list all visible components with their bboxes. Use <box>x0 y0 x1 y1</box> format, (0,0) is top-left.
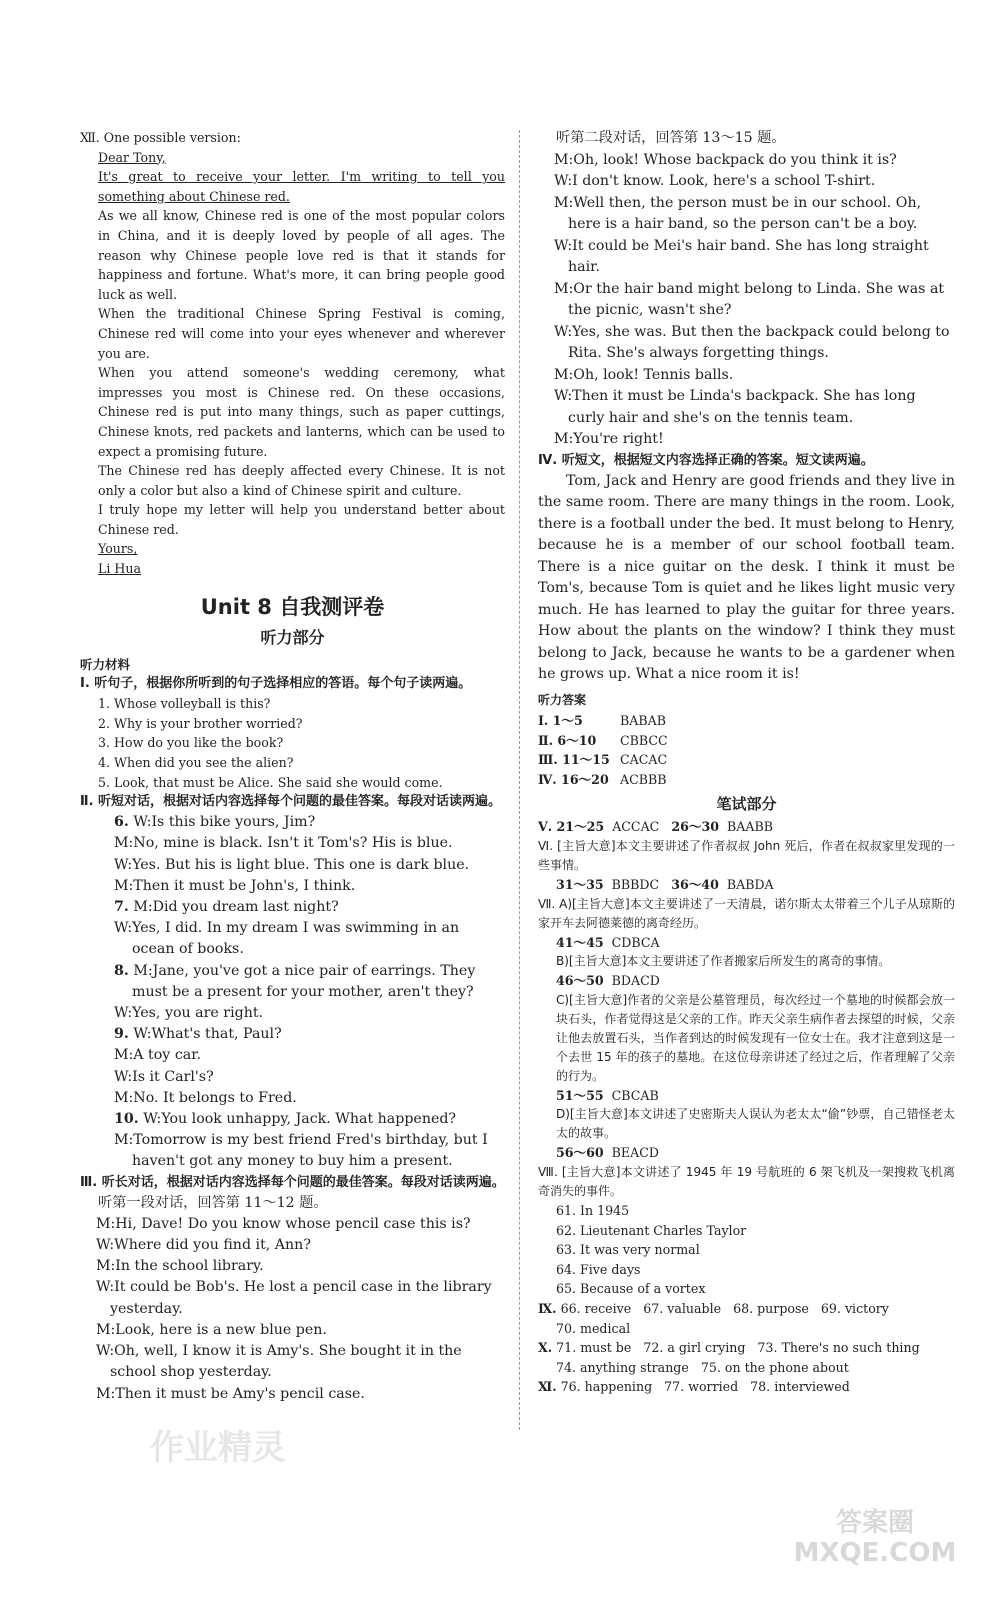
dialog-number: 6. <box>114 814 129 831</box>
watermark-right: 答案圈 MXQE.COM <box>793 1508 957 1568</box>
answer-item: 61. In 1945 <box>556 1202 630 1218</box>
answer-value: CACAC <box>620 752 668 768</box>
dialog-line: W:Oh, well, I know it is Amy's. She bought it in the school shop yesterday. <box>96 1343 462 1381</box>
dialog-8 <box>80 961 505 1025</box>
answer-key: Ⅰ. 1～5 <box>538 713 583 728</box>
dialog-line: M:Oh, look! Whose backpack do you think it is? <box>554 151 897 168</box>
dialog-line: W:Is this bike yours, Jim? <box>133 814 316 831</box>
opening-line: It's great to receive your letter. I'm writing to tell you something about Chinese red. <box>98 169 505 204</box>
answer-item: 76. happening <box>560 1379 653 1395</box>
dialog-line: W:It could be Bob's. He lost a pencil case in the library yesterday. <box>96 1279 492 1317</box>
answer-item: 66. receive <box>560 1300 632 1316</box>
sentence-item: 3. How do you like the book? <box>98 735 284 751</box>
written-title: 笔试部分 <box>716 795 777 814</box>
summary-vii-a: Ⅶ. A)[主旨大意]本文主要讲述了一天清晨，诺尔斯太太带着三个儿子从琼斯的家开车去阿德莱德的离奇经历。 <box>538 896 955 930</box>
answer-key: Ⅱ. 6～10 <box>538 732 597 748</box>
dialog-line: W:Is it Carl's? <box>114 1068 214 1085</box>
dialog-9 <box>80 1024 505 1109</box>
answer-item: 65. Because of a vortex <box>556 1281 706 1297</box>
sentence-list <box>80 694 505 792</box>
dialog-heading: 听第一段对话，回答第 11～12 题。 <box>98 1194 328 1211</box>
short-dialogs <box>80 812 505 1172</box>
sentence-item: 4. When did you see the alien? <box>98 755 294 771</box>
answer-value: BBBDC <box>611 876 660 892</box>
summary-vii-b: B)[主旨大意]本文主要讲述了作者搬家后所发生的离奇的事情。 <box>556 954 891 969</box>
answer-item: 78. interviewed <box>750 1379 850 1395</box>
essay-paragraph: As we all know, Chinese red is one of the most popular colors in China, and it is deeply loved by people of all ages. The reason why Chinese people love red is that it stands for happiness and fortune. What's more, it can bring people good luck as well. <box>98 208 505 302</box>
answer-item: 67. valuable <box>643 1300 722 1316</box>
dialog-line: W:Where did you find it, Ann? <box>96 1237 311 1254</box>
dialog-line: M:No. It belongs to Fred. <box>114 1089 297 1106</box>
answer-item: 62. Lieutenant Charles Taylor <box>556 1222 747 1238</box>
watermark-left: 作业精灵 <box>150 1428 286 1468</box>
dialog-line: M:Or the hair band might belong to Linda. She was at the picnic, wasn't she? <box>554 280 945 318</box>
dialog-line: M:Jane, you've got a nice pair of earrings. They must be a present for your mother, aren't they? <box>132 962 476 1000</box>
answer-item: 69. victory <box>820 1300 889 1316</box>
answer-item: 63. It was very normal <box>556 1242 700 1258</box>
answer-value: ACBBB <box>620 771 667 787</box>
listening-passage: Tom, Jack and Henry are good friends and they live in the same room. There are many things in the room. Look, there is a football under the bed. It must belong to Henry, because he is a member of our school football team. There is a nice guitar on the desk. I think it must be Tom's, because Tom is quiet and he likes light music very much. He has learned to play the guitar for three years. How about the plants on the window? I think they must belong to Jack, because he wants to be a gardener when he grows up. What a nice room it is! <box>538 472 956 682</box>
answer-item: 68. purpose <box>733 1300 809 1316</box>
answer-item: 75. on the phone about <box>700 1359 849 1375</box>
answer-key: Ⅲ. 11～15 <box>538 752 610 768</box>
summary-vii-d: D)[主旨大意]本文讲述了史密斯夫人误认为老太太“偷”钞票，自己错怪老太太的故事。 <box>556 1107 955 1141</box>
section-mark: Ⅸ. <box>538 1300 557 1316</box>
dialog-line: W:Yes, she was. But then the backpack could belong to Rita. She's always forgetting things. <box>554 323 950 361</box>
answer-value: BDACD <box>611 973 660 989</box>
signature: Li Hua <box>98 561 141 577</box>
answer-item: 77. worried <box>664 1379 739 1395</box>
unit-title: Unit 8 自我测评卷 <box>200 594 385 619</box>
viii-answers <box>538 1201 955 1299</box>
dialog-line: W:Then it must be Linda's backpack. She has long curly hair and she's on the tennis team. <box>554 388 916 426</box>
column-divider <box>519 130 520 1430</box>
dialog-10 <box>80 1109 505 1173</box>
answer-value: ACCAC <box>612 819 660 835</box>
dialog-line: M:Oh, look! Tennis balls. <box>554 366 734 383</box>
essay-heading: Ⅻ. One possible version: <box>80 130 241 145</box>
essay-paragraph: When the traditional Chinese Spring Festival is coming, Chinese red will come into your eyes whenever and wherever you are. <box>98 306 505 361</box>
answer-key: 46～50 <box>556 973 604 989</box>
answer-item: 70. medical <box>556 1320 631 1336</box>
dialog-line: M:Look, here is a new blue pen. <box>96 1321 327 1338</box>
right-column <box>538 128 955 1397</box>
dialog-line: M:No, mine is black. Isn't it Tom's? His is blue. <box>114 835 453 852</box>
dialog-line: M:Did you dream last night? <box>133 899 339 916</box>
answer-key: 26～30 <box>671 819 719 835</box>
dialog-7 <box>80 897 505 961</box>
dialog-line: W:I don't know. Look, here's a school T-shirt. <box>554 173 876 189</box>
summary-viii: Ⅷ. [主旨大意]本文讲述了 1945 年 19 号航班的 6 架飞机及一架搜救飞机离奇消失的事件。 <box>538 1164 955 1198</box>
section-1-heading: Ⅰ. 听句子，根据你所听到的句子选择相应的答语。每个句子读两遍。 <box>80 676 472 692</box>
salutation: Dear Tony, <box>98 149 166 165</box>
answer-item: 72. a girl crying <box>643 1340 746 1356</box>
dialog-line: M:You're right! <box>554 431 664 447</box>
sentence-item: 5. Look, that must be Alice. She said she would come. <box>98 774 443 790</box>
essay-paragraph: I truly hope my letter will help you understand better about Chinese red. <box>98 502 505 537</box>
dialog-number: 8. <box>114 962 129 979</box>
dialog-number: 10. <box>114 1111 139 1128</box>
dialog-heading: 听第二段对话，回答第 13～15 题。 <box>556 130 786 146</box>
answer-item: 73. There's no such thing <box>757 1340 920 1356</box>
left-column <box>80 128 505 1405</box>
listening-title: 听力部分 <box>260 627 325 647</box>
answer-key: Ⅳ. 16～20 <box>538 771 609 787</box>
section-mark: Ⅺ. <box>538 1379 557 1395</box>
dialog-number: 9. <box>114 1026 129 1043</box>
dialog-line: M:Tomorrow is my best friend Fred's birthday, but I haven't got any money to buy him a present. <box>114 1132 488 1170</box>
essay-paragraph: When you attend someone's wedding ceremony, what impresses you most is Chinese red. On these occasions, Chinese red is put into many things, such as paper cuttings, Chinese knots, red packets and lanterns, which can be used to expect a promising future. <box>98 365 505 459</box>
answer-item: 71. must be <box>556 1340 632 1356</box>
answer-key: 41～45 <box>556 934 604 950</box>
answer-value: CBBCC <box>620 732 668 748</box>
dialog-line: M:In the school library. <box>96 1258 264 1275</box>
materials-label: 听力材料 <box>80 656 131 672</box>
sentence-item: 1. Whose volleyball is this? <box>98 696 271 712</box>
dialog-6 <box>80 812 505 897</box>
long-dialog-2 <box>538 128 955 451</box>
long-dialog-1 <box>80 1193 505 1405</box>
answer-value: BEACD <box>611 1145 659 1161</box>
answer-item: 74. anything strange <box>556 1359 689 1375</box>
dialog-line: W:What's that, Paul? <box>133 1026 282 1043</box>
section-2-heading: Ⅱ. 听短对话，根据对话内容选择每个问题的最佳答案。每段对话读两遍。 <box>80 794 502 810</box>
dialog-line: W:It could be Mei's hair band. She has long straight hair. <box>554 237 929 275</box>
answer-value: BABAB <box>620 713 666 728</box>
summary-vi: Ⅵ. [主旨大意]本文主要讲述了作者叔叔 John 死后，作者在叔叔家里发现的一些事情。 <box>538 838 955 872</box>
answer-value: CBCAB <box>611 1087 659 1103</box>
answers-label: 听力答案 <box>538 692 587 707</box>
section-3-heading: Ⅲ. 听长对话，根据对话内容选择每个问题的最佳答案。每段对话读两遍。 <box>80 1174 505 1190</box>
answer-value: BABDA <box>726 876 774 892</box>
summary-vii-c: C)[主旨大意]作者的父亲是公墓管理员，每次经过一个墓地的时候都会放一块石头，作者觉得这是父亲的工作。昨天父亲生病作者去探望的时候，父亲让他去放置石头，当作者到达的时候发现有一位女士在。我才注意到这是一个去世 15 年的孩子的墓地。在这位母亲讲述了经过之后，作者理解了父亲的行为。 <box>556 992 955 1083</box>
dialog-line: W:Yes, I did. In my dream I was swimming in an ocean of books. <box>114 920 460 958</box>
answer-key: 31～35 <box>556 876 604 892</box>
answer-value: CDBCA <box>611 934 660 950</box>
dialog-line: M:Then it must be John's, I think. <box>114 877 356 894</box>
answer-key: 56～60 <box>556 1145 604 1161</box>
dialog-number: 7. <box>114 899 129 916</box>
answer-key: 51～55 <box>556 1087 604 1103</box>
dialog-line: W:Yes. But his is light blue. This one is dark blue. <box>114 856 470 873</box>
dialog-line: W:Yes, you are right. <box>114 1005 264 1022</box>
dialog-line: W:You look unhappy, Jack. What happened? <box>143 1111 457 1128</box>
dialog-line: M:Hi, Dave! Do you know whose pencil case this is? <box>96 1215 471 1232</box>
section-4-heading: Ⅳ. 听短文，根据短文内容选择正确的答案。短文读两遍。 <box>538 452 874 468</box>
closing: Yours, <box>98 541 138 557</box>
answer-key: Ⅴ. 21～25 <box>538 819 605 835</box>
answer-key: 36～40 <box>671 876 719 892</box>
answer-value: BAABB <box>727 819 773 835</box>
essay-paragraph: The Chinese red has deeply affected every Chinese. It is not only a color but also a kind of Chinese spirit and culture. <box>98 463 505 498</box>
dialog-line: M:Well then, the person must be in our school. Oh, here is a hair band, so the person can't be a boy. <box>554 194 922 232</box>
essay-body <box>80 206 505 539</box>
listening-answers <box>538 711 955 789</box>
section-mark: Ⅹ. <box>538 1340 553 1356</box>
dialog-line: M:A toy car. <box>114 1047 201 1064</box>
dialog-line: M:Then it must be Amy's pencil case. <box>96 1385 365 1402</box>
sentence-item: 2. Why is your brother worried? <box>98 715 303 731</box>
written-answers <box>538 817 955 1397</box>
answer-item: 64. Five days <box>556 1261 641 1277</box>
